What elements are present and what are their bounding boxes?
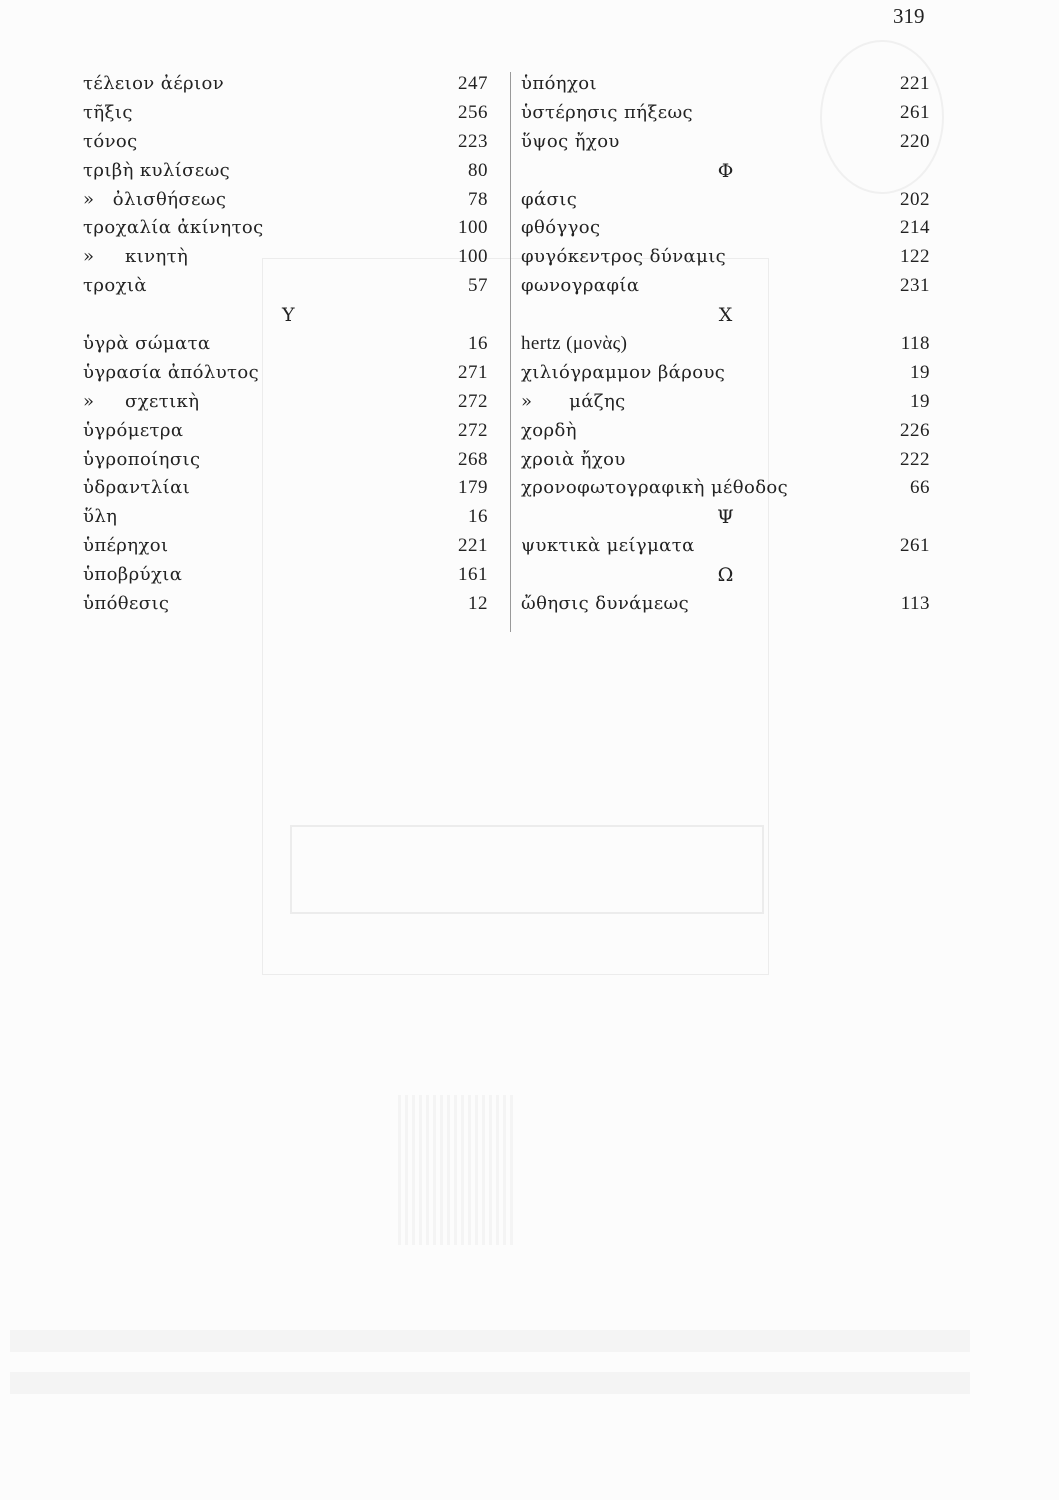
index-term: ὑποβρύχια — [83, 564, 183, 586]
index-page-number: 12 — [468, 593, 488, 615]
index-entry — [521, 359, 930, 388]
column-divider — [510, 72, 511, 632]
index-entry — [521, 446, 930, 475]
index-entry — [83, 186, 488, 215]
index-page-number: 16 — [468, 333, 488, 355]
index-entry — [83, 330, 488, 359]
index-entry — [83, 388, 488, 417]
bleed-through-text-line — [10, 1372, 970, 1394]
page-number: 319 — [893, 4, 925, 28]
index-page-number: 272 — [458, 419, 488, 441]
index-page-number: 19 — [910, 390, 930, 412]
index-page-number: 100 — [458, 246, 488, 268]
index-page-number: 231 — [900, 275, 930, 297]
index-entry — [83, 474, 488, 503]
index-entry — [521, 388, 930, 417]
index-term: χορδὴ — [521, 419, 577, 441]
index-term: » κινητὴ — [83, 246, 189, 268]
index-entry — [83, 590, 488, 619]
index-page-number: 272 — [458, 390, 488, 412]
index-entry — [521, 70, 930, 99]
bleed-through-banner — [290, 825, 764, 914]
index-page-number: 57 — [468, 275, 488, 297]
index-page-number: 261 — [900, 101, 930, 123]
index-entry — [521, 243, 930, 272]
section-letter-heading: Χ — [718, 304, 733, 327]
index-term: τόνος — [83, 130, 138, 152]
index-term: ὑδραντλίαι — [83, 477, 191, 499]
index-entry — [521, 590, 930, 619]
index-term: ὑπέρηχοι — [83, 535, 169, 557]
index-entry — [83, 359, 488, 388]
index-entry — [83, 70, 488, 99]
index-page-number: 122 — [900, 246, 930, 268]
index-page-number: 80 — [468, 159, 488, 181]
index-entry — [83, 446, 488, 475]
index-page-number: 100 — [458, 217, 488, 239]
index-page-number: 261 — [900, 535, 930, 557]
index-page-number: 221 — [900, 73, 930, 94]
index-term: » μάζης — [521, 390, 626, 412]
index-entry — [521, 128, 930, 157]
index-page-number: 118 — [900, 333, 930, 355]
index-column-right — [521, 70, 930, 619]
index-page-number: 222 — [900, 448, 930, 470]
index-page-number: 268 — [458, 448, 488, 470]
index-page-number: 161 — [458, 564, 488, 586]
index-term: ὑπόηχοι — [521, 73, 597, 94]
index-page-number: 271 — [458, 361, 488, 383]
index-term: τροχιὰ — [83, 275, 147, 297]
index-entry — [83, 417, 488, 446]
index-term: ὑγροποίησις — [83, 448, 201, 470]
index-entry — [521, 532, 930, 561]
index-page-number: 179 — [458, 477, 488, 499]
section-letter-heading: Ω — [717, 564, 734, 587]
index-entry — [521, 186, 930, 215]
index-term: χροιὰ ἤχου — [521, 448, 626, 470]
index-term: ψυκτικὰ μείγματα — [521, 535, 695, 557]
index-page-number: 66 — [910, 477, 930, 499]
index-page-number: 78 — [468, 188, 488, 210]
index-term: ὕλη — [83, 506, 118, 528]
index-entry — [83, 214, 488, 243]
index-column-left — [83, 70, 488, 619]
index-term: φυγόκεντρος δύναμις — [521, 246, 727, 268]
index-entry — [83, 128, 488, 157]
index-entry — [83, 243, 488, 272]
section-letter-heading: Υ — [282, 304, 295, 327]
index-page-number: 202 — [900, 188, 930, 210]
index-page-number: 247 — [458, 73, 488, 94]
index-page-number: 19 — [910, 361, 930, 383]
index-term: φωνογραφία — [521, 275, 640, 297]
index-term: χρονοφωτογραφικὴ μέθοδος — [521, 477, 789, 499]
index-entry — [83, 532, 488, 561]
index-page-number: 113 — [900, 593, 930, 615]
bleed-through-barcode — [398, 1095, 513, 1245]
index-page-number: 16 — [468, 506, 488, 528]
index-entry — [521, 214, 930, 243]
index-entry — [521, 330, 930, 359]
index-term: φθόγγος — [521, 217, 601, 239]
index-term: τέλειον ἀέριον — [83, 73, 225, 94]
index-term: ὑγρασία ἀπόλυτος — [83, 361, 260, 383]
index-entry — [521, 99, 930, 128]
index-entry — [521, 272, 930, 301]
index-term: hertz (μονὰς) — [521, 333, 628, 355]
index-entry — [83, 561, 488, 590]
bleed-through-text-line — [10, 1330, 970, 1352]
index-term: » σχετικὴ — [83, 390, 200, 412]
index-term: τῆξις — [83, 101, 133, 123]
index-page-number: 256 — [458, 101, 488, 123]
index-term: ὑγρόμετρα — [83, 419, 184, 441]
index-entry — [83, 99, 488, 128]
section-letter-heading: Φ — [717, 159, 734, 182]
index-page-number: 220 — [900, 130, 930, 152]
index-term: χιλιόγραμμον βάρους — [521, 361, 726, 383]
section-letter-heading: Ψ — [717, 506, 734, 529]
index-term: τροχαλία ἀκίνητος — [83, 217, 264, 239]
index-term: τριβὴ κυλίσεως — [83, 159, 231, 181]
index-page-number: 214 — [900, 217, 930, 239]
index-term: φάσις — [521, 188, 578, 210]
index-term: ὕψος ἤχου — [521, 130, 620, 152]
index-term: » ὀλισθήσεως — [83, 188, 227, 210]
index-term: ὤθησις δυνάμεως — [521, 593, 690, 615]
index-page-number: 221 — [458, 535, 488, 557]
index-entry — [83, 272, 488, 301]
index-page-number: 226 — [900, 419, 930, 441]
index-term: ὑγρὰ σώματα — [83, 333, 211, 355]
index-entry — [83, 503, 488, 532]
index-term: ὑπόθεσις — [83, 593, 170, 615]
index-page-number: 223 — [458, 130, 488, 152]
index-entry — [83, 157, 488, 186]
index-entry — [521, 474, 930, 503]
index-term: ὑστέρησις πήξεως — [521, 101, 694, 123]
index-entry — [521, 417, 930, 446]
